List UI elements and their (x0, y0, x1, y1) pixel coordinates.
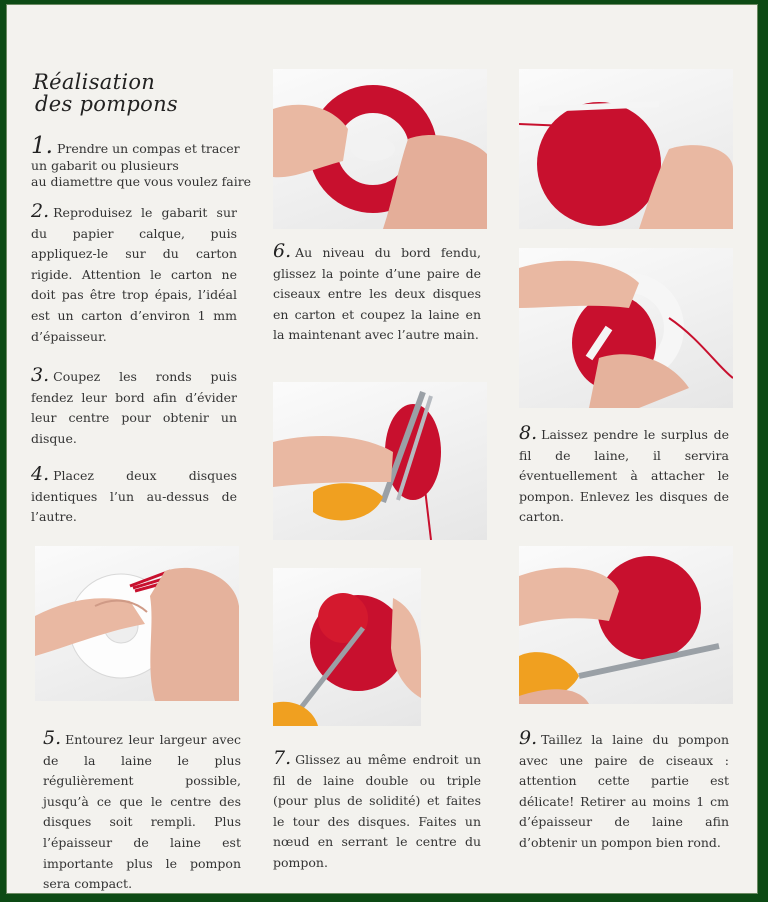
step-1-line-2: un gabarit ou plusieurs (31, 157, 179, 173)
step-number: 2. (31, 200, 50, 222)
photo-step-5 (35, 546, 239, 701)
cutting-wool-illustration (273, 382, 487, 540)
step-number: 8. (519, 422, 538, 444)
step-text: Reproduisez le gabarit sur du papier calque, puis appliquez-le sur du carton rigide. Attention le carton ne doit pas être trop épais, l’idéal est un carton d’environ 1 mm d’épaisseur. (31, 205, 237, 344)
step-1 (31, 133, 271, 191)
step-text: Entourez leur largeur avec de la laine le plus régulièrement possible, jusqu’à ce que le centre des disques soit rempli. Plus l’épaisseur de laine est importante plus le pompon sera compact. (43, 732, 241, 892)
step-1-line-3: au diamettre que vous voulez faire (31, 174, 252, 189)
step-3 (31, 364, 237, 449)
step-1-line-1: Prendre un compas et tracer (56, 141, 240, 156)
photo-step-9 (519, 546, 733, 704)
step-number: 1. (31, 133, 53, 159)
step-text: Laissez pendre le surplus de fil de laine, il servira éventuellement à attacher le pompon. Enlevez les disques de carton. (519, 427, 729, 525)
step-number: 3. (31, 364, 50, 386)
step-text: Au niveau du bord fendu, glissez la pointe d’une paire de ciseaux entre les deux disques en carton et coupez la laine en la maintenant avec l’autre main. (273, 245, 481, 343)
step-4 (31, 463, 237, 528)
wool-ring-illustration (273, 69, 487, 229)
page-title (33, 71, 178, 115)
title-line-1: Réalisation (33, 70, 156, 94)
removing-discs-illustration (519, 248, 733, 408)
tying-pompon-illustration (273, 568, 421, 726)
trimming-pompon-illustration (519, 546, 733, 704)
pompon-with-discs-illustration (519, 69, 733, 229)
step-9 (519, 727, 729, 854)
step-number: 4. (31, 463, 50, 485)
photo-step-6a (273, 69, 487, 229)
step-number: 9. (519, 727, 538, 749)
wrapping-wool-illustration (35, 546, 239, 701)
page (6, 4, 758, 894)
photo-step-6b (273, 382, 487, 540)
step-text: Placez deux disques identiques l’un au-dessus de l’autre. (31, 468, 237, 525)
step-7 (273, 747, 481, 874)
photo-step-8a (519, 69, 733, 229)
step-5 (43, 727, 241, 895)
step-text: Coupez les ronds puis fendez leur bord afin d’évider leur centre pour obtenir un disque. (31, 369, 237, 446)
step-text: Taillez la laine du pompon avec une paire de ciseaux : attention cette partie est délicate! Retirer au moins 1 cm d’épaisseur de laine afin d’obtenir un pompon bien rond. (519, 732, 729, 850)
step-text: Glissez au même endroit un fil de laine double ou triple (pour plus de solidité) et faites le tour des disques. Faites un nœud en serrant le centre du pompon. (273, 752, 481, 870)
step-2 (31, 200, 237, 347)
photo-step-8b (519, 248, 733, 408)
title-line-2: des pompons (35, 92, 179, 116)
step-8 (519, 422, 729, 528)
step-number: 7. (273, 747, 292, 769)
photo-step-7 (273, 568, 421, 726)
step-6 (273, 240, 481, 346)
step-number: 6. (273, 240, 292, 262)
step-number: 5. (43, 727, 62, 749)
